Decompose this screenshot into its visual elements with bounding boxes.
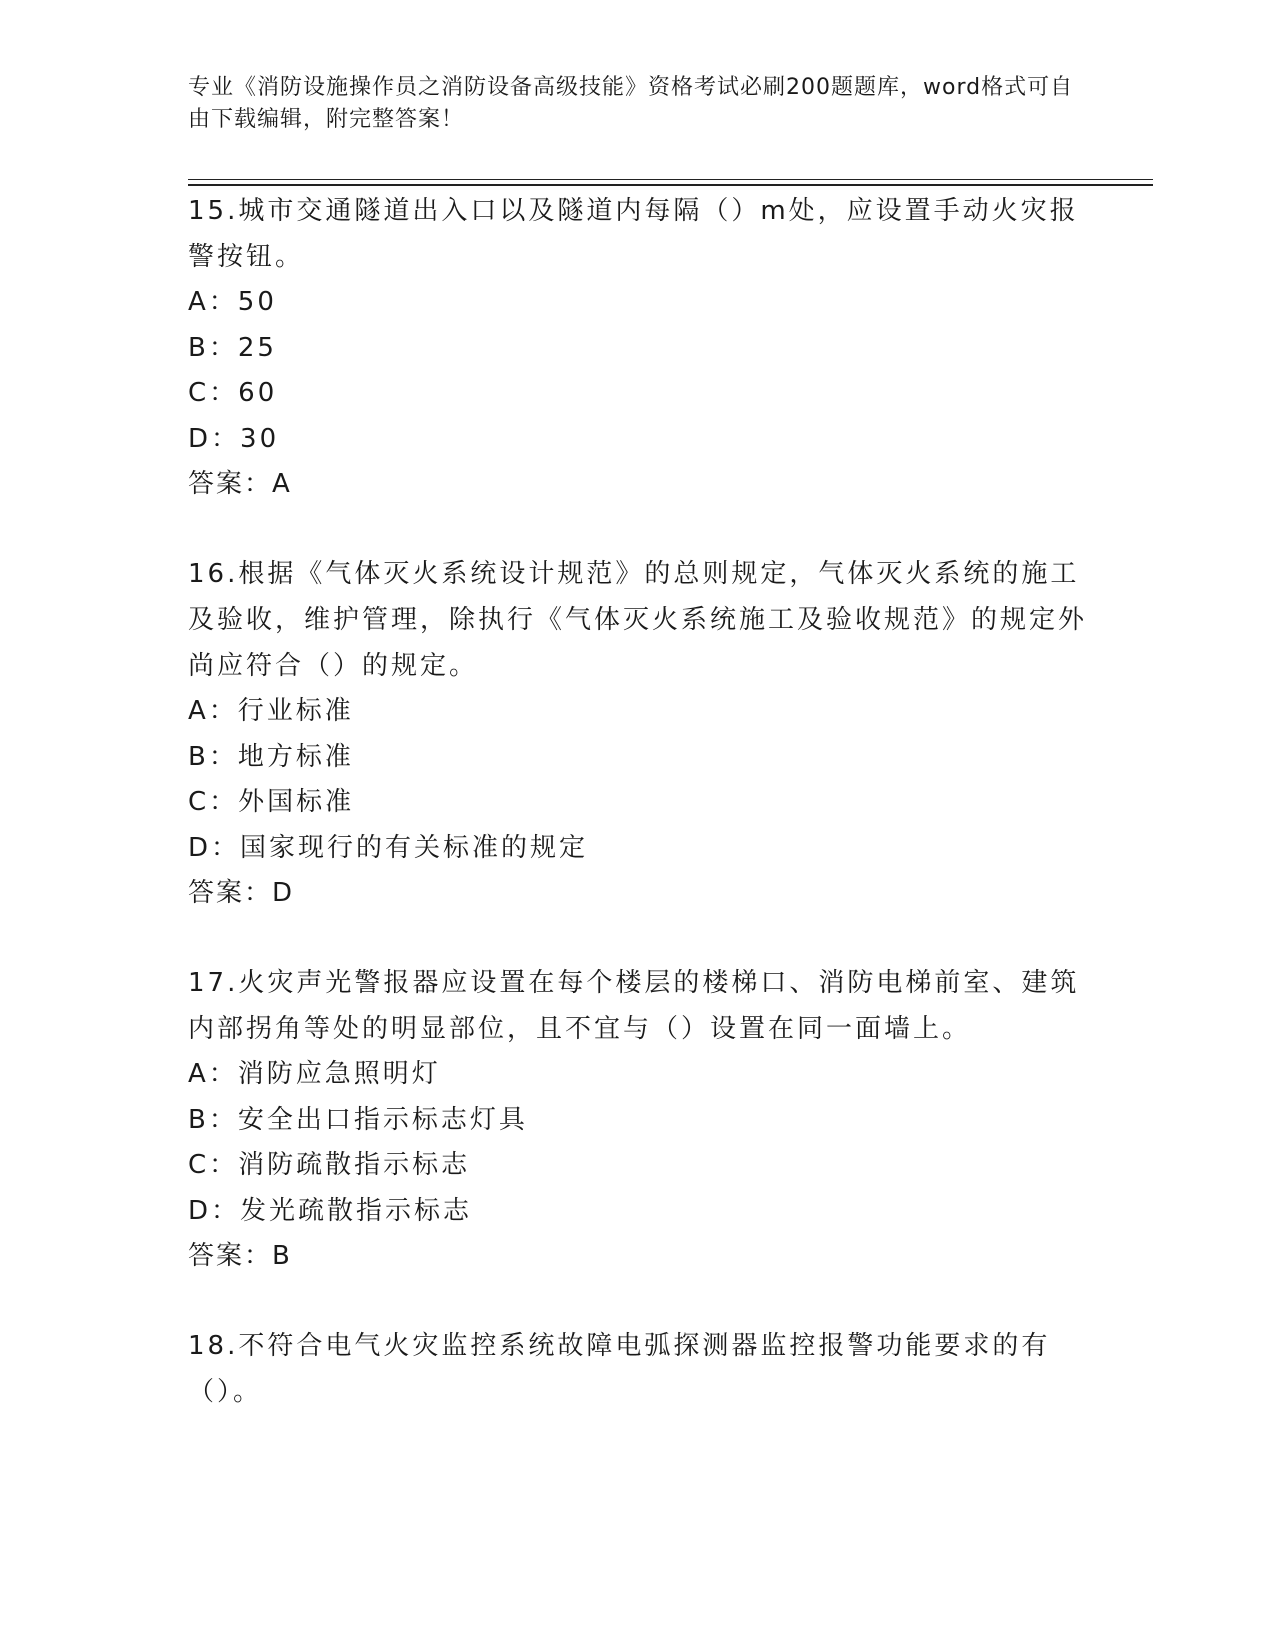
document-header: 专业《消防设施操作员之消防设备高级技能》资格考试必刷200题题库，word格式可自由下载编辑，附完整答案！: [188, 75, 1074, 132]
option-d: D：30: [188, 423, 280, 454]
answer-line: 答案：B: [188, 1241, 292, 1271]
option-d: D：国家现行的有关标准的规定: [188, 832, 589, 863]
option-b: B：25: [188, 332, 277, 363]
header-divider-thin: [188, 179, 1153, 180]
option-b: B：安全出口指示标志灯具: [188, 1104, 528, 1135]
option-a: A：行业标准: [188, 696, 354, 726]
option-d: D：发光疏散指示标志: [188, 1195, 473, 1226]
question-stem: 15.城市交通隧道出入口以及隧道内每隔（）m处，应设置手动火灾报警按钮。: [188, 196, 1079, 272]
option-c: C：外国标准: [188, 787, 355, 817]
question-16: [188, 551, 1088, 916]
question-list: [188, 188, 1088, 1415]
question-17: [188, 960, 1088, 1279]
question-stem: 16.根据《气体灭火系统设计规范》的总则规定，气体灭火系统的施工及验收，维护管理，除执行《气体灭火系统施工及验收规范》的规定外尚应符合（）的规定。: [188, 559, 1088, 681]
answer-line: 答案：D: [188, 878, 295, 908]
option-c: C：消防疏散指示标志: [188, 1150, 471, 1180]
option-b: B：地方标准: [188, 741, 354, 772]
question-18: [188, 1323, 1088, 1415]
answer-line: 答案：A: [188, 469, 292, 499]
option-a: A：消防应急照明灯: [188, 1059, 441, 1089]
question-stem: 17.火灾声光警报器应设置在每个楼层的楼梯口、消防电梯前室、建筑内部拐角等处的明显部位，且不宜与（）设置在同一面墙上。: [188, 968, 1080, 1044]
question-15: [188, 188, 1088, 507]
question-stem: 18.不符合电气火灾监控系统故障电弧探测器监控报警功能要求的有（）。: [188, 1331, 1051, 1407]
option-c: C：60: [188, 378, 278, 408]
header-divider-thick: [188, 184, 1153, 186]
option-a: A：50: [188, 287, 277, 317]
